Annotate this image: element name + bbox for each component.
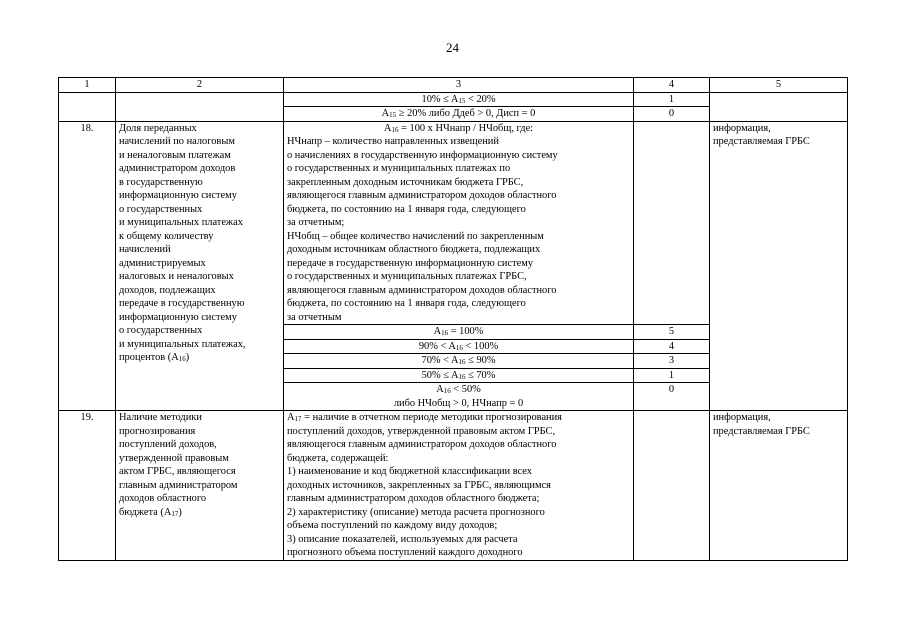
name-line: и муниципальных платежах [119,217,243,228]
score-value: 1 [634,92,710,107]
name-line: администратором доходов [119,163,236,174]
name-line: начислений по налоговым [119,136,235,147]
formula-line: за отчетным [287,311,342,323]
name-line: актом ГРБС, являющегося [119,466,236,477]
formula-line: бюджета, по состоянию на 1 января года, следующего [287,298,526,309]
name-line: Наличие методики [119,412,202,423]
formula-line: о начислениях в государственную информационную систему [287,149,558,161]
formula-line: являющегося главным администратором доходов областного [287,439,557,450]
score-value: 3 [634,354,710,369]
name-line: Доля переданных [119,122,197,134]
source-line: представляемая ГРБС [713,425,810,437]
formula-line: о государственных и муниципальных платежах по [287,163,511,174]
header-col-2: 2 [116,78,284,93]
name-line: налоговых и неналоговых [119,271,234,282]
formula-title: $A_{16} = 100$ x НЧнапр / НЧобщ, где: [383,122,534,134]
formula-line: прогнозного объема поступлений каждого доходного [287,547,523,558]
table-row-18 [59,121,848,325]
cell-empty [59,92,116,121]
source-line: информация, [713,412,771,423]
header-col-5: 5 [710,78,848,93]
cell-empty [634,411,710,561]
name-line: к общему количеству [119,230,214,242]
formula-line: объема поступлений по каждому виду доходов; [287,520,498,531]
header-row [59,78,848,93]
cell-empty [116,92,284,121]
name-line: главным администратором [119,479,238,491]
name-line: информационную систему [119,190,237,201]
name-line: администрируемых [119,257,206,269]
source-line: представляемая ГРБС [713,136,810,147]
name-line: прогнозирования [119,425,196,437]
name-line: бюджета $(A_{17})$ [119,506,182,518]
name-line: поступлений доходов, [119,439,217,450]
formula-description [284,411,634,561]
indicator-name [116,121,284,411]
name-line: о государственных [119,203,203,215]
name-line: и муниципальных платежах, [119,338,246,350]
formula-line: являющегося главным администратором доходов областного [287,190,557,201]
score-formula: $A_{16} = 100\%$ [284,325,634,340]
formula-line: $A_{17}$ = наличие в отчетном периоде методики прогнозирования [287,412,562,423]
indicator-name [116,411,284,561]
table-row [59,92,848,107]
formula-line: 2) характеристику (описание) метода расчета прогнозного [287,506,545,518]
score-formula: $90\% < A_{16} < 100\%$ [284,339,634,354]
formula-line: о государственных и муниципальных платежах ГРБС, [287,271,527,282]
formula-line: являющегося главным администратором доходов областного [287,284,557,296]
score-formula: $50\% \le A_{16} \le 70\%$ [284,368,634,383]
score-formula [284,383,634,411]
formula-line: главным администратором доходов областного бюджета; [287,493,540,504]
score-value: 0 [634,383,710,411]
score-formula-line: либо НЧобщ > 0, НЧнапр = 0 [393,397,524,409]
name-line: начислений [119,244,171,255]
name-line: информационную систему [119,311,237,323]
score-value: 0 [634,107,710,122]
score-formula: $70\% < A_{16} \le 90\%$ [284,354,634,369]
score-formula: $10\% \le A_{15} < 20\%$ [284,92,634,107]
header-col-1: 1 [59,78,116,93]
formula-line: закрепленным доходным источникам бюджета ГРБС, [287,176,524,188]
cell-empty [634,121,710,325]
table-row-19 [59,411,848,561]
formula-line: доходным источникам областного бюджета, подлежащих [287,244,541,255]
name-line: доходов, подлежащих [119,284,216,296]
header-col-4: 4 [634,78,710,93]
formula-line: доходных источников, закрепленных за ГРБС, являющимся [287,479,551,491]
page-number: 24 [446,40,459,55]
name-line: передаче в государственную [119,298,245,309]
indicators-table [58,77,848,561]
row-number: 19. [59,411,116,561]
formula-line: НЧнапр – количество направленных извещений [287,136,499,147]
formula-line: за отчетным; [287,217,345,228]
data-source [710,411,848,561]
row-number: 18. [59,121,116,411]
formula-line: передаче в государственную информационную систему [287,257,534,269]
score-formula: $A_{15} \ge 20\%$ либо Ддеб > 0, Дисп = 0 [284,107,634,122]
name-line: и неналоговым платежам [119,149,231,161]
name-line: в государственную [119,176,203,188]
formula-description [284,121,634,325]
formula-line: НЧобщ – общее количество начислений по закрепленным [287,230,544,242]
score-value: 1 [634,368,710,383]
header-col-3: 3 [284,78,634,93]
formula-line: 1) наименование и код бюджетной классификации всех [287,466,532,477]
formula-line: бюджета, содержащей: [287,452,389,464]
score-value: 5 [634,325,710,340]
name-line: о государственных [119,325,203,336]
name-line: доходов областного [119,493,207,504]
score-formula-line: $A_{16} < 50\%$ [436,384,481,395]
data-source [710,121,848,411]
formula-line: бюджета, по состоянию на 1 января года, следующего [287,203,526,215]
name-line: процентов $(A_{16})$ [119,352,190,363]
formula-line: 3) описание показателей, используемых для расчета [287,533,518,545]
source-line: информация, [713,122,771,134]
score-value: 4 [634,339,710,354]
name-line: утвержденной правовым [119,452,229,464]
formula-line: поступлений доходов, утвержденной правовым актом ГРБС, [287,425,556,437]
cell-empty [710,92,848,121]
